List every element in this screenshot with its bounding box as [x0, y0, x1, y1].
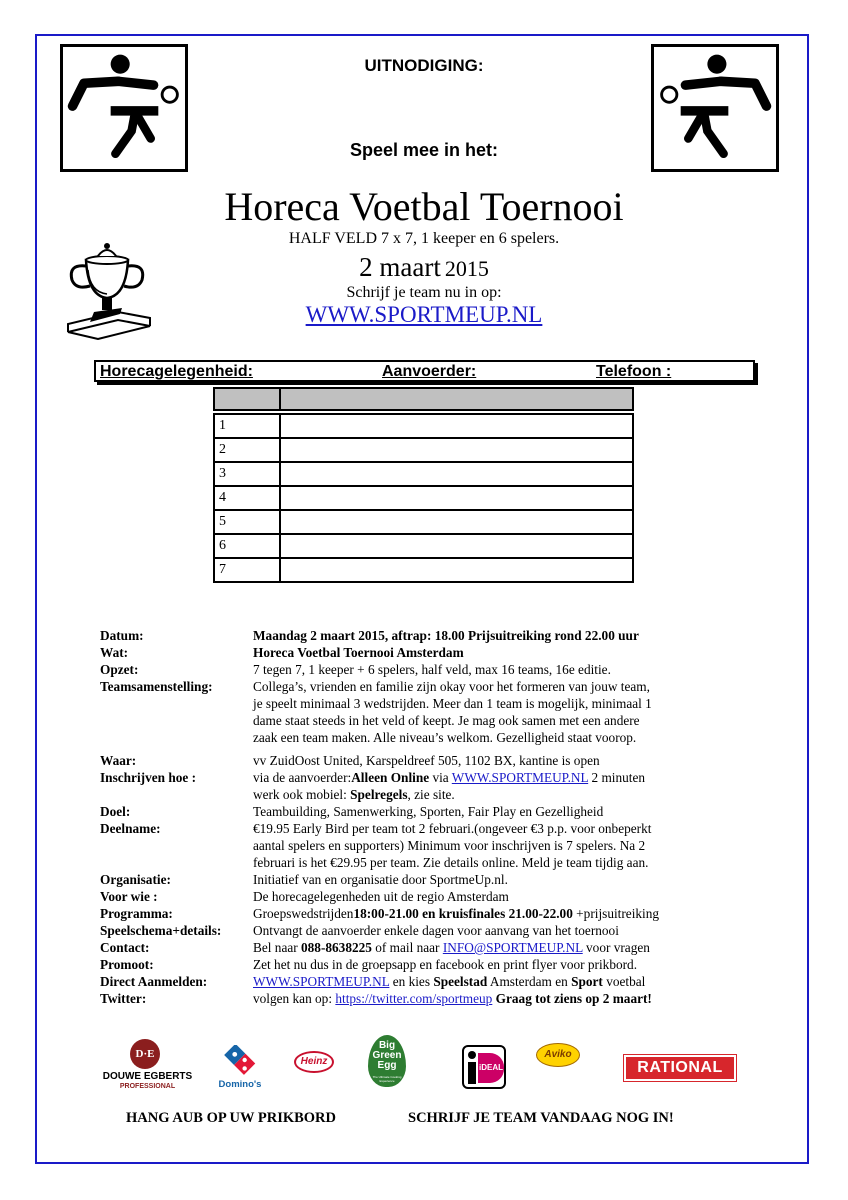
deelname-line: €19.95 Early Bird per team tot 2 februari.(ongeveer €3 p.p. voor onbeperkt	[253, 821, 652, 836]
table-header-number	[214, 388, 280, 410]
detail-label: Speelschema+details:	[100, 923, 222, 938]
signup-link[interactable]: WWW.SPORTMEUP.NL	[451, 770, 589, 785]
event-date-day: 2 maart	[359, 252, 441, 282]
detail-row-voorwie	[100, 888, 760, 905]
contact-phone: 088-8638225	[301, 940, 372, 955]
detail-label: Promoot:	[100, 957, 154, 972]
detail-row-datum	[100, 627, 760, 644]
big-green-egg-logo	[364, 1035, 410, 1093]
text-part: Groepswedstrijden	[253, 906, 354, 921]
signup-text: Schrijf je team nu in op:	[346, 284, 502, 301]
bge-tagline: The Ultimate Cooking Experience	[372, 1075, 402, 1083]
professional-text: PROFESSIONAL	[119, 1083, 176, 1090]
detail-value	[253, 905, 760, 922]
table-row	[214, 558, 633, 582]
detail-row-opzet	[100, 661, 760, 678]
detail-label: Voor wie :	[100, 889, 158, 904]
detail-row-inschrijven	[100, 769, 760, 803]
detail-value: Ontvangt de aanvoerder enkele dagen voor aanvang van het toernooi	[253, 923, 619, 938]
row-number: 3	[214, 462, 280, 486]
table-row	[214, 534, 633, 558]
detail-label: Organisatie:	[100, 872, 171, 887]
team-line: dame staat steeds in het veld of keept. Je mag ook samen met een andere	[253, 713, 640, 728]
venue-label: Horecagelegenheid:	[100, 363, 253, 380]
contact-email-link[interactable]: INFO@SPORTMEUP.NL	[442, 940, 583, 955]
ideal-text: iDEAL	[479, 1063, 503, 1072]
detail-label: Twitter:	[100, 991, 147, 1006]
detail-row-organisatie	[100, 871, 760, 888]
team-line: zaak een team maken. Alle niveau’s welkom. Gezelligheid staat voorop.	[253, 730, 637, 745]
row-number: 6	[214, 534, 280, 558]
detail-value: Maandag 2 maart 2015, aftrap: 18.00 Prijsuitreiking rond 22.00 uur	[253, 628, 639, 643]
detail-label: Waar:	[100, 753, 137, 768]
player-name-field[interactable]	[280, 414, 633, 438]
player-name-field[interactable]	[280, 438, 633, 462]
aviko-text: Aviko	[544, 1049, 572, 1060]
ideal-dot	[468, 1051, 476, 1059]
douwe-egberts-text: DOUWE EGBERTS	[102, 1071, 193, 1082]
text-part: via	[429, 770, 452, 785]
text-part: voor vragen	[582, 940, 650, 955]
event-date	[0, 252, 848, 283]
text-part: Graag tot ziens op 2 maart!	[492, 991, 652, 1006]
detail-value	[253, 820, 760, 871]
detail-value: vv ZuidOost United, Karspeldreef 505, 1102 BX, kantine is open	[253, 753, 600, 768]
dominos-domino-icon	[222, 1045, 256, 1075]
player-table	[213, 387, 634, 583]
page-title: Horeca Voetbal Toernooi	[224, 184, 624, 229]
text-part: volgen kan op:	[253, 991, 336, 1006]
douwe-egberts-logo	[100, 1039, 195, 1093]
dominos-text: Domino's	[218, 1079, 262, 1090]
detail-label: Direct Aanmelden:	[100, 974, 208, 989]
detail-value: De horecagelegenheden uit de regio Amsterdam	[253, 889, 509, 904]
detail-row-promoot	[100, 956, 760, 973]
player-name-field[interactable]	[280, 534, 633, 558]
table-header-row	[214, 388, 633, 410]
twitter-link[interactable]: https://twitter.com/sportmeup	[335, 991, 493, 1006]
text-part: 18:00-21.00 en kruisfinales 21.00-22.00	[353, 906, 573, 921]
detail-label: Deelname:	[100, 821, 161, 836]
invitation-heading: UITNODIGING:	[364, 56, 484, 75]
detail-label: Contact:	[100, 940, 150, 955]
row-number: 5	[214, 510, 280, 534]
aviko-logo	[536, 1043, 580, 1067]
detail-row-contact	[100, 939, 760, 956]
text-part: Speelstad	[433, 974, 488, 989]
detail-value	[253, 939, 760, 956]
detail-label: Datum:	[100, 628, 144, 643]
detail-row-team	[100, 678, 760, 746]
egg-text	[364, 1041, 410, 1071]
phone-label: Telefoon :	[596, 363, 672, 380]
rational-text: RATIONAL	[637, 1059, 723, 1076]
team-line: Collega’s, vrienden en familie zijn okay voor het formeren van jouw team,	[253, 679, 650, 694]
detail-label: Wat:	[100, 645, 129, 660]
text-part: Alleen Online	[351, 770, 430, 785]
detail-label: Opzet:	[100, 662, 139, 677]
detail-value: Initiatief van en organisatie door SportmeUp.nl.	[253, 872, 508, 887]
rational-logo	[624, 1055, 736, 1081]
table-row	[214, 438, 633, 462]
deelname-line: februari is het €29.95 per team. Zie details online. Meld je team tijdig aan.	[253, 855, 649, 870]
registration-bar	[94, 360, 755, 382]
detail-row-twitter	[100, 990, 760, 1007]
text-part: , zie site.	[407, 787, 455, 802]
de-emblem: D·E	[130, 1039, 160, 1069]
text-part: voetbal	[602, 974, 646, 989]
captain-label: Aanvoerder:	[382, 363, 477, 380]
text-part: of mail naar	[371, 940, 443, 955]
table-row	[214, 486, 633, 510]
ideal-bar	[468, 1062, 476, 1084]
footer-right: SCHRIJF JE TEAM VANDAAG NOG IN!	[408, 1110, 674, 1126]
team-line: je speelt minimaal 3 wedstrijden. Meer dan 1 team is mogelijk, minimaal 1	[253, 696, 652, 711]
text-part: Spelregels	[350, 787, 408, 802]
deelname-line: aantal spelers en supporters) Minimum voor inschrijven is 7 spelers. Na 2	[253, 838, 646, 853]
event-date-year: 2015	[444, 256, 489, 281]
text-part: 2 minuten	[588, 770, 646, 785]
row-number: 4	[214, 486, 280, 510]
event-details	[100, 627, 760, 1007]
detail-value	[253, 769, 760, 803]
bge-big: Big	[378, 1040, 396, 1051]
footer-left: HANG AUB OP UW PRIKBORD	[126, 1110, 337, 1126]
player-name-field[interactable]	[280, 510, 633, 534]
detail-row-waar	[100, 752, 760, 769]
detail-value: Teambuilding, Samenwerking, Sporten, Fair Play en Gezelligheid	[253, 804, 604, 819]
row-number: 2	[214, 438, 280, 462]
text-part: Sport	[571, 974, 603, 989]
subtitle: HALF VELD 7 x 7, 1 keeper en 6 spelers.	[288, 230, 560, 247]
detail-row-direct	[100, 973, 760, 990]
player-name-field[interactable]	[280, 558, 633, 582]
row-number: 7	[214, 558, 280, 582]
detail-label: Doel:	[100, 804, 131, 819]
detail-row-doel	[100, 803, 760, 820]
player-name-field[interactable]	[280, 462, 633, 486]
detail-value	[253, 990, 760, 1007]
detail-row-speelschema	[100, 922, 760, 939]
heinz-text: Heinz	[300, 1056, 328, 1067]
text-part: via de aanvoerder:	[253, 770, 352, 785]
ideal-logo	[462, 1045, 506, 1089]
text-part: werk ook mobiel:	[253, 787, 351, 802]
play-along-heading: Speel mee in het:	[349, 140, 499, 160]
detail-value: Horeca Voetbal Toernooi Amsterdam	[253, 645, 464, 660]
direct-signup-link[interactable]: WWW.SPORTMEUP.NL	[253, 974, 390, 989]
row-number: 1	[214, 414, 280, 438]
dominos-logo	[212, 1045, 268, 1093]
table-row	[214, 414, 633, 438]
detail-value: Zet het nu dus in de groepsapp en facebook en print flyer voor prikbord.	[253, 957, 638, 972]
detail-value: 7 tegen 7, 1 keeper + 6 spelers, half veld, max 16 teams, 16e editie.	[253, 662, 611, 677]
text-part: +prijsuitreiking	[572, 906, 660, 921]
bge-green: Green	[372, 1050, 402, 1061]
detail-row-wat	[100, 644, 760, 661]
text-part: Bel naar	[253, 940, 301, 955]
bge-egg: Egg	[377, 1060, 397, 1071]
text-part: en kies	[389, 974, 434, 989]
detail-label: Programma:	[100, 906, 173, 921]
table-row	[214, 462, 633, 486]
website-link-wrap	[0, 302, 848, 328]
player-name-field[interactable]	[280, 486, 633, 510]
detail-row-programma	[100, 905, 760, 922]
detail-label: Inschrijven hoe :	[100, 770, 197, 785]
heinz-logo	[294, 1051, 334, 1073]
detail-row-deelname	[100, 820, 760, 871]
detail-value	[253, 678, 760, 746]
text-part: Amsterdam en	[487, 974, 572, 989]
detail-value	[253, 973, 760, 990]
table-header-name	[280, 388, 633, 410]
detail-label: Teamsamenstelling:	[100, 679, 213, 694]
table-row	[214, 510, 633, 534]
website-link[interactable]: WWW.SPORTMEUP.NL	[305, 302, 543, 327]
sponsor-logos	[100, 1035, 750, 1095]
